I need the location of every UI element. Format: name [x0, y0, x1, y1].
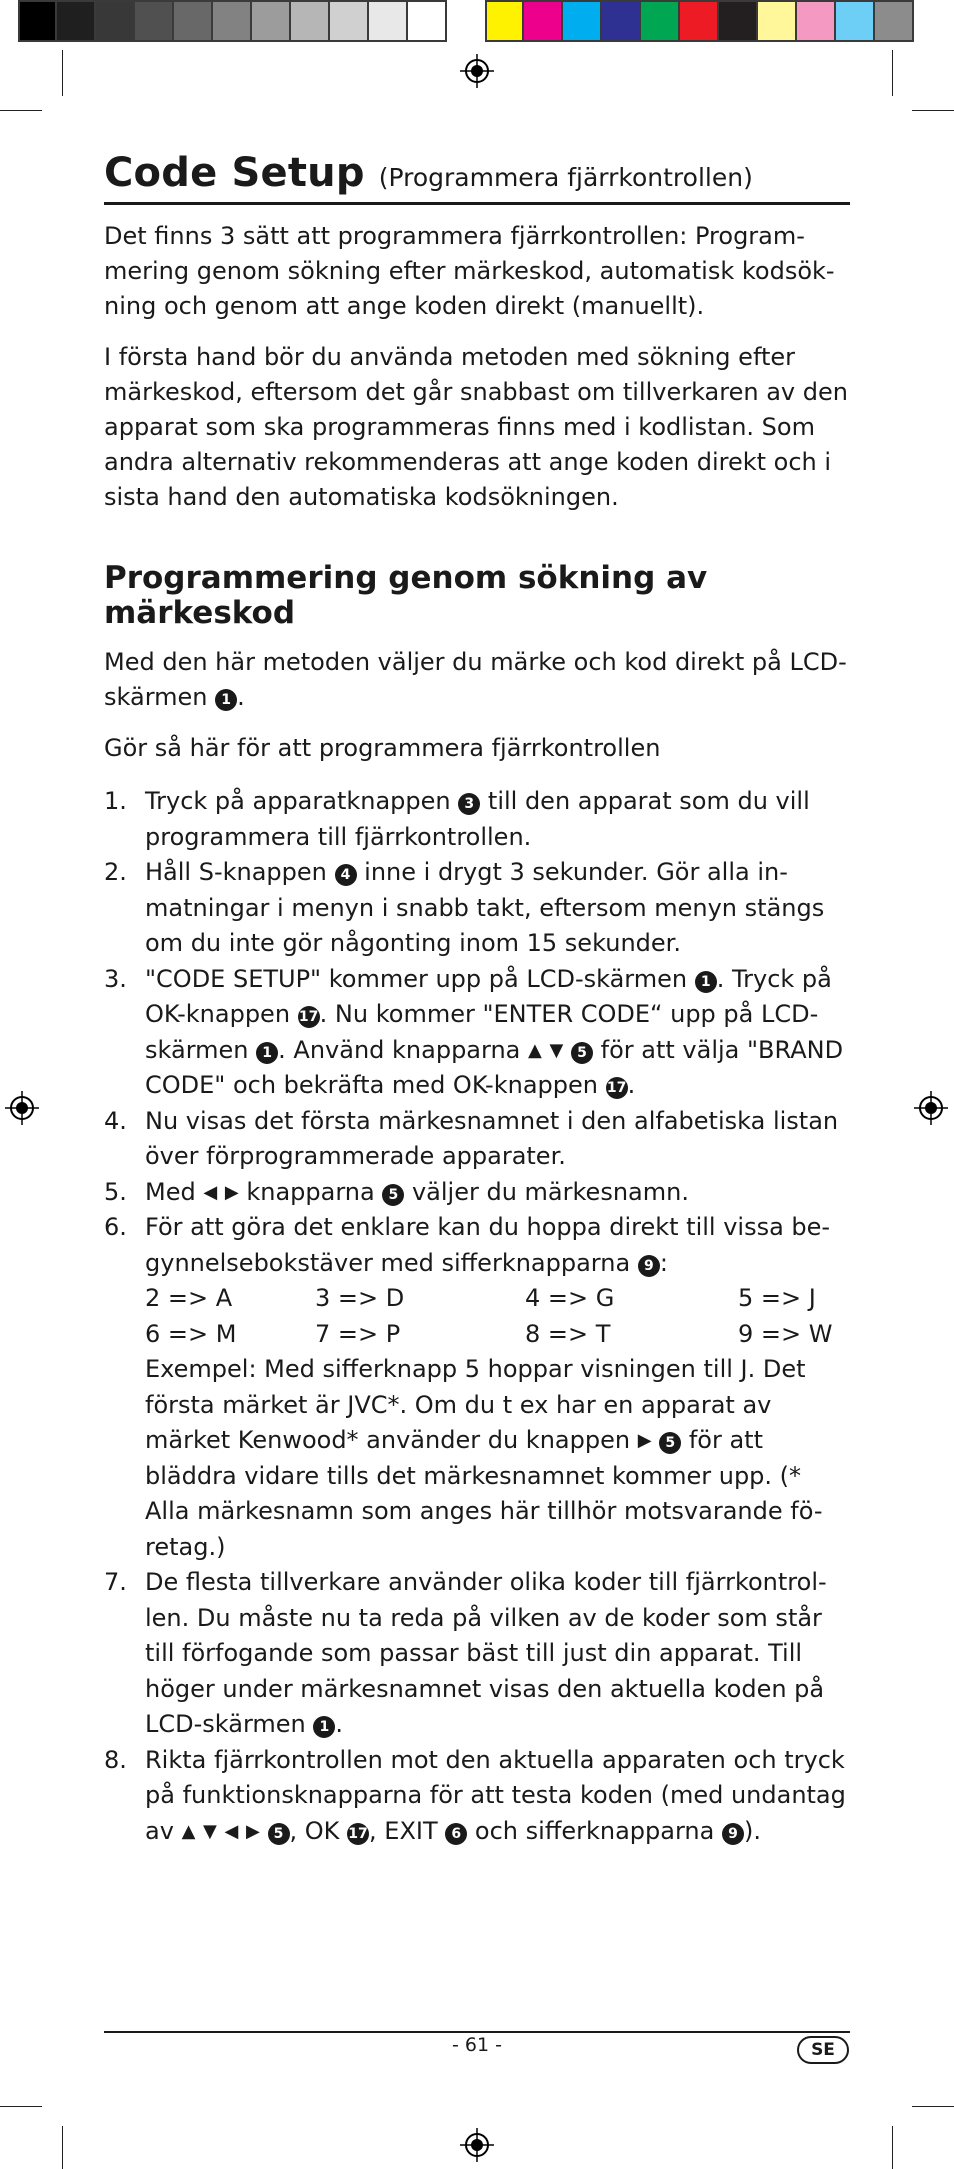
trim-mark — [892, 50, 893, 96]
reference-badge: 3 — [458, 793, 480, 815]
reference-badge: 17 — [347, 1823, 369, 1845]
color-swatch — [57, 0, 96, 42]
reference-badge: 1 — [313, 1716, 335, 1738]
color-swatch — [291, 0, 330, 42]
mapping-cell: 6 => M — [145, 1319, 237, 1348]
registration-mark-icon — [914, 1091, 948, 1125]
trim-mark — [0, 110, 42, 111]
trim-mark — [912, 110, 954, 111]
color-swatch — [330, 0, 369, 42]
color-swatch — [96, 0, 135, 42]
reference-badge: 5 — [382, 1184, 404, 1206]
intro-paragraph-2: I första hand bör du använda metoden med sökning efter märkeskod, eftersom det går snabbast om tillverkaren av den apparat som ska programmeras finns med i kodlistan. Som andra alternativ rekommenderas att ange koden direkt och i sista hand den automatiska kodsökningen. — [104, 343, 848, 511]
mapping-cell: 4 => G — [525, 1284, 615, 1312]
color-swatch — [875, 0, 914, 42]
steps-list — [104, 784, 850, 1849]
color-swatch — [174, 0, 213, 42]
reference-badge: 1 — [256, 1042, 278, 1064]
registration-mark-icon — [460, 2128, 494, 2162]
list-item: 6. För att göra det enklare kan du hoppa direkt till vissa be-gynnelsebokstäver med sifferknapparna 9 : 2 => A 3 => D 4 => G 5 => J 6 => M 7 => P 8 => T 9 => W Exempel: Med sifferknapp 5 hoppar visningen till J. Det första märket är JVC*. Om du t ex har en apparat av märket Kenwood* använder du knappen ▶ 5 för att bläddra vidare tills det märkesnamnet kommer upp. (* Alla märkesnamn som anges här tillhör motsvarande fö-retag.) — [104, 1210, 850, 1565]
reference-badge: 5 — [268, 1823, 290, 1845]
list-item: 4. Nu visas det första märkesnamnet i den alfabetiska listan över förprogrammerade apparater. — [104, 1104, 850, 1175]
letter-mapping-table — [145, 1281, 850, 1352]
step-number: 6. — [104, 1213, 127, 1241]
color-swatch — [836, 0, 875, 42]
reference-badge: 6 — [445, 1823, 467, 1845]
list-item: 2. Håll S-knappen 4 inne i drygt 3 sekunder. Gör alla in-matningar i menyn i snabb takt, eftersom menyn stängs om du inte gör någonting inom 15 sekunder. — [104, 855, 850, 962]
step-number: 7. — [104, 1568, 127, 1596]
reference-badge: 9 — [638, 1255, 660, 1277]
arrow-right-icon: ▶ — [637, 1430, 652, 1451]
step-number: 4. — [104, 1106, 127, 1135]
arrow-down-icon: ▼ — [549, 1039, 564, 1061]
mapping-cell: 8 => T — [525, 1319, 611, 1348]
arrow-right-icon: ▶ — [224, 1181, 239, 1203]
arrow-up-icon: ▲ — [528, 1039, 542, 1061]
mapping-cell: 5 => J — [738, 1284, 816, 1312]
reference-badge: 17 — [606, 1077, 628, 1099]
step-number: 3. — [104, 964, 127, 993]
section-paragraph-2: Gör så här för att programmera fjärrkontrollen — [104, 734, 661, 762]
color-swatch — [18, 0, 57, 42]
arrow-left-icon: ◀ — [203, 1181, 218, 1203]
reference-badge: 9 — [722, 1823, 744, 1845]
grayscale-color-bar — [18, 0, 447, 42]
step-number: 1. — [104, 787, 127, 815]
color-swatch — [252, 0, 291, 42]
list-item: 5. Med ◀ ▶ knapparna 5 väljer du märkesnamn. — [104, 1175, 850, 1211]
section-paragraph-1: Med den här metoden väljer du märke och kod direkt på LCD-skärmen 1 . — [104, 648, 847, 711]
reference-badge: 1 — [695, 971, 717, 993]
mapping-cell: 9 => W — [738, 1319, 833, 1348]
reference-badge: 17 — [298, 1006, 320, 1028]
color-swatch — [563, 0, 602, 42]
step-number: 2. — [104, 858, 127, 886]
color-swatch — [641, 0, 680, 42]
color-swatch — [524, 0, 563, 42]
list-item: 7. De flesta tillverkare använder olika koder till fjärrkontrol-len. Du måste nu ta reda på vilken av de koder som står till förfogande som passar bäst till just din apparat. Till höger under märkesnamnet visas den aktuella koden på LCD-skärmen 1 . — [104, 1565, 850, 1743]
section-heading: Programmering genom sökning av märkeskod — [104, 560, 708, 631]
color-swatch — [758, 0, 797, 42]
step-number: 8. — [104, 1745, 127, 1774]
page-content — [104, 150, 850, 1849]
language-badge: SE — [797, 2036, 849, 2064]
cmyk-color-bar — [485, 0, 914, 42]
color-swatch — [797, 0, 836, 42]
color-swatch — [485, 0, 524, 42]
list-item: 3. "CODE SETUP" kommer upp på LCD-skärmen 1 . Tryck på OK-knappen 17. Nu kommer "ENTER CODE“ upp på LCD-skärmen 1 . Använd knapparna ▲ ▼ 5 för att välja "BRAND CODE" och bekräfta med OK-knappen 17. — [104, 962, 850, 1104]
arrow-up-icon: ▲ — [181, 1820, 196, 1842]
step-number: 5. — [104, 1177, 127, 1206]
page-number: - 61 - — [452, 2034, 502, 2056]
intro-paragraph-1: Det finns 3 sätt att programmera fjärrkontrollen: Program-mering genom sökning efter märkeskod, automatisk kodsök-ning och genom att ange koden direkt (manuellt). — [104, 222, 835, 320]
trim-mark — [0, 2106, 42, 2107]
reference-badge: 1 — [215, 689, 237, 711]
page-title: Code Setup — [104, 150, 365, 196]
page-subtitle: (Programmera fjärrkontrollen) — [378, 163, 753, 192]
reference-badge: 5 — [659, 1432, 681, 1454]
mapping-cell: 3 => D — [315, 1284, 405, 1312]
color-swatch — [602, 0, 641, 42]
mapping-cell: 7 => P — [315, 1319, 401, 1348]
trim-mark — [62, 2126, 63, 2169]
list-item: 1. Tryck på apparatknappen 3 till den apparat som du vill programmera till fjärrkontrollen. — [104, 784, 850, 855]
page-header — [104, 150, 850, 205]
arrow-down-icon: ▼ — [203, 1820, 217, 1842]
list-item: 8. Rikta fjärrkontrollen mot den aktuella apparaten och tryck på funktionsknapparna för att testa koden (med undantag av ▲ ▼ ◀ ▶ 5 , OK 17, EXIT 6 och sifferknapparna 9 ). — [104, 1743, 850, 1850]
registration-mark-icon — [5, 1091, 39, 1125]
trim-mark — [62, 50, 63, 96]
mapping-cell: 2 => A — [145, 1284, 233, 1312]
reference-badge: 4 — [335, 864, 357, 886]
footer-rule — [104, 2031, 850, 2033]
trim-mark — [892, 2126, 893, 2169]
color-swatch — [213, 0, 252, 42]
registration-mark-icon — [460, 54, 494, 88]
color-swatch — [408, 0, 447, 42]
color-swatch — [369, 0, 408, 42]
reference-badge: 5 — [571, 1042, 593, 1064]
color-swatch — [135, 0, 174, 42]
arrow-right-icon: ▶ — [246, 1820, 260, 1842]
arrow-left-icon: ◀ — [224, 1820, 239, 1842]
color-swatch — [680, 0, 719, 42]
trim-mark — [912, 2106, 954, 2107]
color-swatch — [719, 0, 758, 42]
